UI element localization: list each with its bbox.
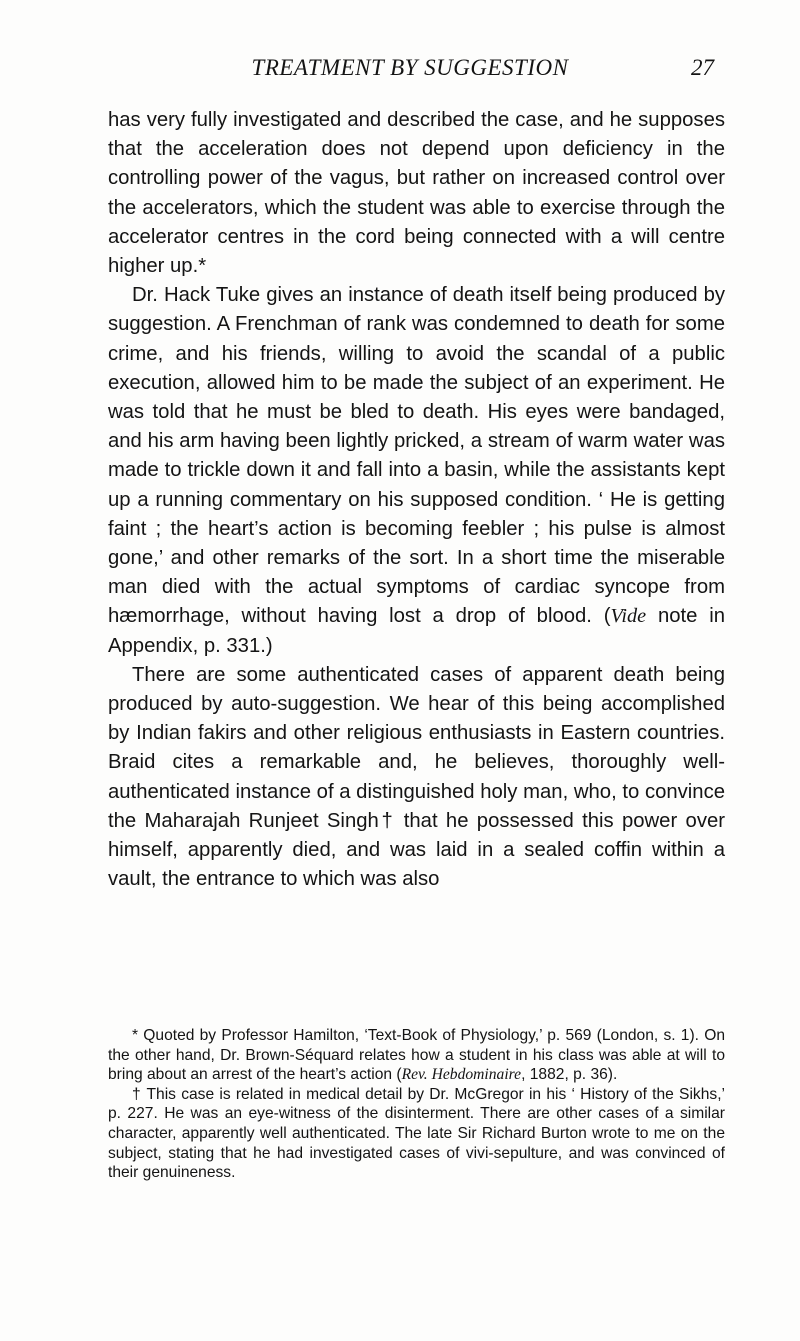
footnote-2: † This case is related in medical detail by Dr. McGregor in his ‘ History of the Sikhs,’ p. 227. He was an eye-witness of the disinterment. There are other cases of a similar character, apparently well authenticated. The late Sir Richard Burton wrote to me on the subject, stating that he had investigated cases of vivi-sepulture, and was convinced of their genuineness. [108, 1085, 725, 1182]
paragraph-2-text-end: note in Appendix, p. 331.) [108, 605, 725, 657]
page-number: 27 [691, 55, 714, 80]
paragraph-2-italic: Vide [610, 605, 647, 628]
body-text [108, 106, 725, 894]
footnotes [108, 1026, 725, 1183]
paragraph-2-text: Dr. Hack Tuke gives an instance of death itself being produced by suggestion. A Frenchman of rank was condemned to death for some crime, and his friends, willing to avoid the scandal of a public execution, allowed him to be made the subject of an experiment. He was told that he must be bled to death. His eyes were bandaged, and his arm having been lightly pricked, a stream of warm water was made to trickle down it and fall into a basin, while the assistants kept up a running commentary on his supposed condition. ‘ He is getting faint ; the heart’s action is becoming feebler ; his pulse is almost gone,’ and other remarks of the sort. In a short time the miserable man died with the actual symptoms of cardiac syncope from hæmorrhage, without having lost a drop of blood. ( [108, 284, 725, 628]
paragraph-3: There are some authenticated cases of apparent death being produced by auto-suggestion. We hear of this being accomplished by Indian fakirs and other religious enthusiasts in Eastern countries. Braid cites a remarkable and, he believes, thoroughly well-authenticated instance of a distinguished holy man, who, to convince the Maharajah Runjeet Singh† that he possessed this power over himself, apparently died, and was laid in a sealed coffin within a vault, the entrance to which was also [108, 663, 725, 891]
paragraph-2 [108, 281, 725, 661]
footnote-1 [108, 1026, 725, 1085]
footnote-1-italic: Rev. Hebdominaire [401, 1066, 522, 1084]
paragraph-1: has very fully investigated and described the case, and he supposes that the acceleration does not depend upon deficiency in the controlling power of the vagus, but rather on increased control over the accelerators, which the student was able to exercise through the accelerator centres in the cord being connected with a will centre higher up.* [108, 109, 725, 278]
footnote-1-text-end: , 1882, p. 36). [521, 1066, 618, 1084]
footnote-1-text: * Quoted by Professor Hamilton, ‘Text-Book of Physiology,’ p. 569 (London, s. 1). On the other hand, Dr. Brown-Séquard relates how a student in his class was able at will to bring about an arrest of the heart’s action ( [108, 1027, 725, 1084]
running-head [108, 54, 712, 82]
running-title: TREATMENT BY SUGGESTION [251, 55, 569, 80]
